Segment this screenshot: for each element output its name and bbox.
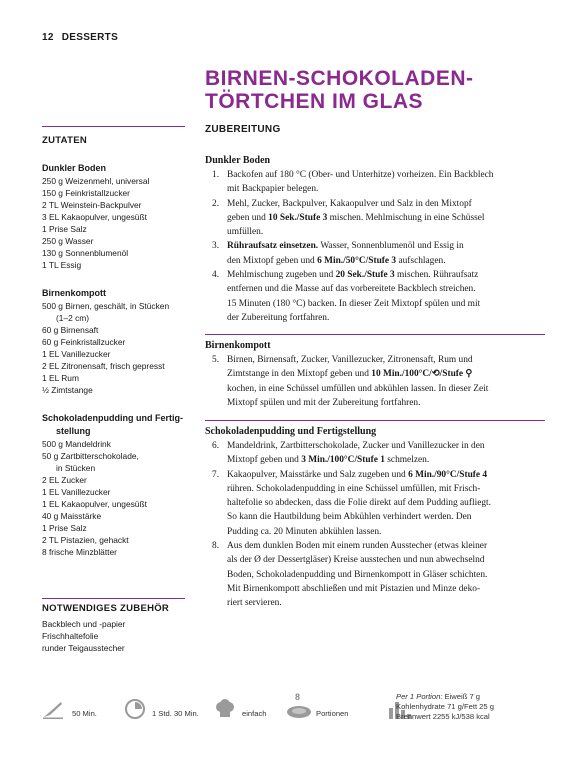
step-text: Aus dem dunklen Boden mit einem runden Ausstecher (etwas kleiner als der Ø der Dessertgläser) Kreise ausstechen und nun abwechselnd Boden, Schokoladenpudding und Birnenkompott in Gläser schichten. Mit Birnenkompott abschließen und mit Pistazien und Minze deko- riert servieren.: [227, 541, 488, 609]
section-name: DESSERTS: [61, 32, 119, 43]
nutrition-per-portion: Per 1 Portion:: [396, 692, 443, 701]
prep-step-6: [205, 439, 545, 468]
nutrition-line-3: Brennwert 2255 kJ/538 kcal: [396, 712, 490, 721]
prep-step-2: [205, 197, 545, 240]
ingredient-line: 250 g Weizenmehl, universal: [42, 176, 150, 186]
ingredient-line: [42, 312, 185, 324]
ingredient-line: 8 frische Minzblätter: [42, 547, 117, 557]
knife-icon: [42, 698, 64, 720]
plate-icon: [286, 704, 312, 720]
ingredient-line: 3 EL Kakaopulver, ungesüßt: [42, 212, 147, 222]
prep-time-label: 50 Min.: [72, 709, 97, 718]
ingredient-line: 60 g Feinkristallzucker: [42, 337, 126, 347]
ingredient-line-continuation: (1–2 cm): [56, 313, 90, 323]
prep-step-7: [205, 468, 545, 539]
total-time: [124, 698, 199, 720]
step-number: 7.: [212, 469, 220, 480]
ingredient-line: 1 EL Vanillezucker: [42, 349, 111, 359]
step-text: Mehl, Zucker, Backpulver, Kakaopulver und Salz in den Mixtopf geben und 10 Sek./Stufe 3 mischen. Mehlmischung in eine Schüssel umfüllen.: [227, 198, 485, 238]
ingredient-line: 500 g Mandeldrink: [42, 439, 111, 449]
ingredient-group-title: Schokoladenpudding und Fertig-: [42, 413, 183, 423]
prep-time: [42, 698, 97, 720]
step-text: Rühraufsatz einsetzen. Wasser, Sonnenblumenöl und Essig in den Mixtopf geben und 6 Min./50°C/Stufe 3 aufschlagen.: [227, 241, 464, 266]
recipe-title: [205, 67, 545, 113]
servings-number: 8: [295, 692, 301, 702]
difficulty: [214, 698, 267, 720]
difficulty-label: einfach: [242, 709, 267, 718]
ingredient-group-dark-base: [42, 162, 185, 271]
ingredient-line: 1 EL Kakaopulver, ungesüßt: [42, 499, 147, 509]
equipment-line: runder Teigausstecher: [42, 643, 125, 653]
prep-step-1: [205, 168, 545, 197]
ingredients-panel: [42, 126, 185, 558]
total-time-label: 1 Std. 30 Min.: [152, 709, 199, 718]
ingredient-group-chocolate-pudding: [42, 412, 185, 558]
step-number: 4.: [212, 270, 220, 281]
ingredients-heading: ZUTATEN: [42, 135, 88, 146]
servings: [286, 692, 349, 720]
prep-section-title: Birnenkompott: [205, 340, 271, 351]
prep-step-3: [205, 239, 545, 268]
chef-hat-icon: [214, 698, 236, 720]
ingredient-line: 1 TL Essig: [42, 260, 82, 270]
ingredient-line: 50 g Zartbitterschokolade,: [42, 451, 139, 461]
ingredient-line: [42, 462, 185, 474]
nutrition-line-1: [396, 692, 494, 702]
step-text: Backofen auf 180 °C (Ober- und Unterhitze) vorheizen. Ein Backblech mit Backpapier belegen.: [227, 170, 494, 195]
step-text: Mehlmischung zugeben und 20 Sek./Stufe 3 mischen. Rühraufsatz entfernen und die Masse auf das vorbereitete Backblech streichen. 15 Minuten (180 °C) backen. In dieser Zeit Mixtopf spülen und mit der Zubereitung fortfahren.: [227, 270, 481, 323]
nutrition-info: [396, 692, 494, 722]
equipment-line: Backblech und -papier: [42, 619, 126, 629]
ingredient-line: 2 EL Zitronensaft, frisch gepresst: [42, 361, 165, 371]
recipe-title-line-2: TÖRTCHEN IM GLAS: [205, 90, 423, 113]
ingredient-line: 500 g Birnen, geschält, in Stücken: [42, 301, 170, 311]
ingredient-group-title-continuation: [42, 425, 185, 437]
nutrition-line-2: Kohlenhydrate 71 g/Fett 25 g: [396, 702, 494, 711]
page-number: 12: [42, 32, 54, 43]
step-number: 8.: [212, 541, 220, 552]
nutrition-protein: Eiweiß 7 g: [442, 692, 480, 701]
ingredient-line: 1 EL Vanillezucker: [42, 487, 111, 497]
step-number: 5.: [212, 355, 220, 365]
page-header: [42, 32, 118, 43]
ingredient-line: 250 g Wasser: [42, 236, 94, 246]
recipe-title-line-1: BIRNEN-SCHOKOLADEN-: [205, 67, 474, 90]
ingredient-line-continuation: in Stücken: [56, 463, 96, 473]
ingredient-line: 40 g Maisstärke: [42, 511, 102, 521]
step-number: 1.: [212, 170, 220, 180]
step-number: 3.: [212, 241, 220, 252]
ingredient-group-title: Birnenkompott: [42, 288, 106, 298]
preparation-heading: ZUBEREITUNG: [205, 124, 281, 135]
ingredient-line: 60 g Birnensaft: [42, 325, 99, 335]
ingredient-line: 2 TL Pistazien, gehackt: [42, 535, 129, 545]
prep-section-title: Dunkler Boden: [205, 155, 271, 166]
ingredient-line: 150 g Feinkristallzucker: [42, 188, 130, 198]
servings-icon-wrap: [286, 692, 312, 720]
ingredient-line: 1 Prise Salz: [42, 523, 87, 533]
ingredient-group-title-indent: stellung: [56, 426, 91, 436]
prep-section-dark-base: [205, 152, 545, 325]
prep-section-pear-compote: [205, 334, 545, 410]
ingredient-line: ½ Zimtstange: [42, 385, 93, 395]
ingredient-line: 2 EL Zucker: [42, 475, 87, 485]
ingredient-group-pear-compote: [42, 287, 185, 396]
prep-step-4: [205, 268, 545, 325]
prep-section-chocolate-pudding: [205, 420, 545, 611]
equipment-line: Frischhaltefolie: [42, 631, 99, 641]
prep-step-5: [205, 353, 545, 410]
step-number: 2.: [212, 198, 220, 209]
prep-section-title: Schokoladenpudding und Fertigstellung: [205, 426, 377, 437]
prep-step-8: [205, 539, 545, 610]
prep-section-rule: [205, 334, 545, 335]
step-text: Birnen, Birnensaft, Zucker, Vanillezucker, Zitronensaft, Rum und Zimtstange in den Mixtopf geben und 10 Min./100°C/⟲/Stufe ⚲ kochen, in eine Schüssel umfüllen und abkühlen lassen. In dieser Zeit Mixtopf spülen und mit der Zubereitung fortfahren.: [227, 355, 489, 408]
step-number: 6.: [212, 441, 220, 451]
ingredient-line: 2 TL Weinstein-Backpulver: [42, 200, 142, 210]
ingredient-line: 130 g Sonnenblumenöl: [42, 248, 129, 258]
clock-icon: [124, 698, 146, 720]
step-text: Kakaopulver, Maisstärke und Salz zugeben und 6 Min./90°C/Stufe 4 rühren. Schokoladenpudding in eine Schüssel umfüllen, mit Frisch- haltefolie so abdecken, dass die Folie direkt auf dem Pudding aufliegt. So kann die Hautbildung beim Abkühlen verhindert werden. Den Pudding ca. 20 Minuten abkühlen lassen.: [227, 469, 491, 537]
ingredient-line: 1 EL Rum: [42, 373, 79, 383]
prep-section-rule: [205, 420, 545, 421]
ingredient-group-title: Dunkler Boden: [42, 163, 107, 173]
equipment-heading: NOTWENDIGES ZUBEHÖR: [42, 603, 170, 614]
ingredient-line: 1 Prise Salz: [42, 224, 87, 234]
equipment-panel: [42, 598, 185, 654]
step-text: Mandeldrink, Zartbitterschokolade, Zucker und Vanillezucker in den Mixtopf geben und 3 Min./100°C/Stufe 1 schmelzen.: [227, 441, 485, 466]
servings-label: Portionen: [316, 709, 349, 718]
